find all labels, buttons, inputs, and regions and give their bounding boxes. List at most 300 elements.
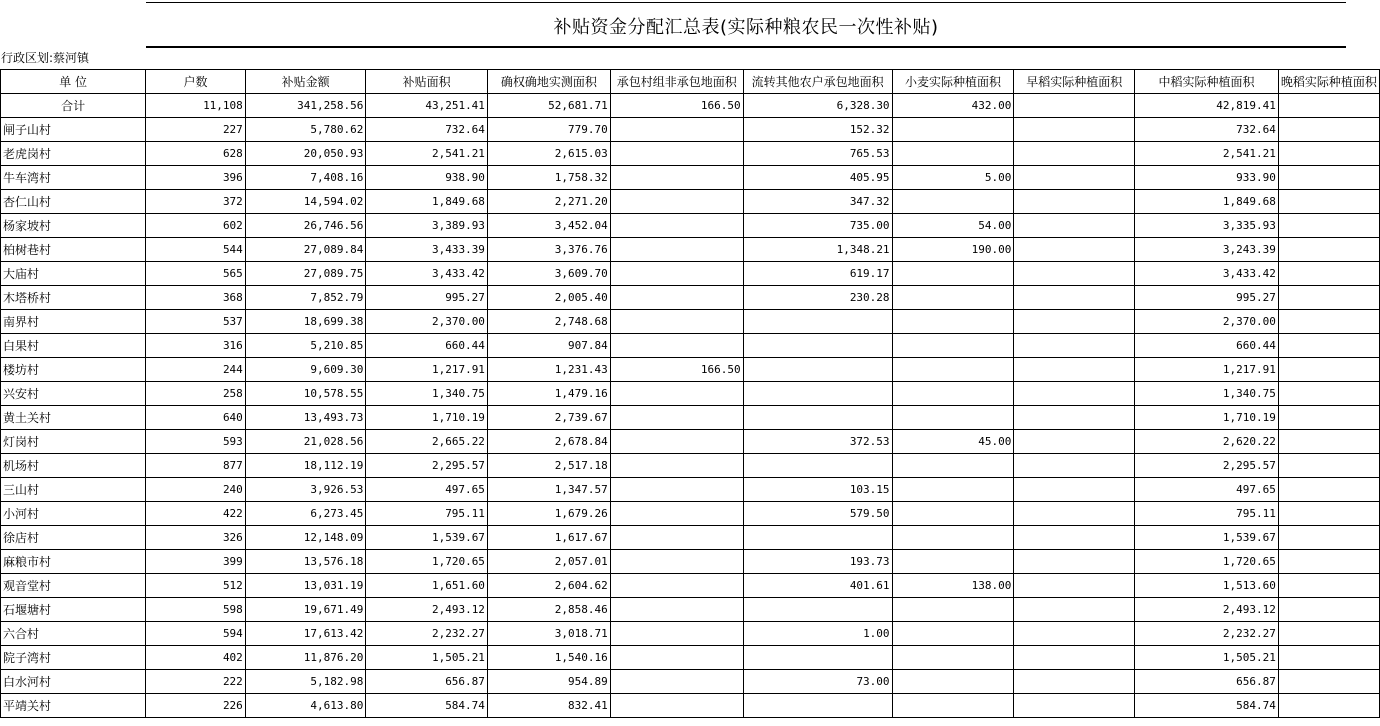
- table-cell: [1014, 262, 1135, 286]
- table-cell: [1278, 238, 1379, 262]
- table-cell: 11,108: [146, 94, 246, 118]
- table-cell: [1014, 334, 1135, 358]
- table-cell: [892, 286, 1014, 310]
- table-cell: 1.00: [743, 622, 892, 646]
- table-cell: [1014, 166, 1135, 190]
- table-row: [1, 118, 1380, 142]
- header-cell: 中稻实际种植面积: [1135, 70, 1279, 94]
- table-cell: [1278, 262, 1379, 286]
- table-cell: 938.90: [366, 166, 488, 190]
- table-cell: 17,613.42: [245, 622, 366, 646]
- table-cell: 10,578.55: [245, 382, 366, 406]
- table-cell: [743, 646, 892, 670]
- table-cell: [610, 646, 743, 670]
- unit-name-cell: 柏树巷村: [1, 238, 146, 262]
- table-cell: 832.41: [487, 694, 610, 718]
- table-cell: 3,243.39: [1135, 238, 1279, 262]
- table-cell: [1014, 526, 1135, 550]
- table-cell: [892, 646, 1014, 670]
- table-cell: 27,089.75: [245, 262, 366, 286]
- table-cell: 995.27: [1135, 286, 1279, 310]
- table-cell: [892, 478, 1014, 502]
- table-row: [1, 286, 1380, 310]
- table-cell: 2,604.62: [487, 574, 610, 598]
- table-cell: [1014, 406, 1135, 430]
- table-row: [1, 262, 1380, 286]
- table-cell: 2,232.27: [1135, 622, 1279, 646]
- table-cell: [610, 166, 743, 190]
- table-cell: 1,217.91: [366, 358, 488, 382]
- table-cell: [892, 358, 1014, 382]
- table-cell: 497.65: [366, 478, 488, 502]
- table-cell: 226: [146, 694, 246, 718]
- table-cell: [892, 598, 1014, 622]
- unit-name-cell: 石堰塘村: [1, 598, 146, 622]
- table-cell: [610, 334, 743, 358]
- table-cell: 5,210.85: [245, 334, 366, 358]
- table-cell: [892, 310, 1014, 334]
- table-row: [1, 478, 1380, 502]
- unit-name-cell: 楼坊村: [1, 358, 146, 382]
- table-cell: [1278, 574, 1379, 598]
- header-cell: 单 位: [1, 70, 146, 94]
- header-cell: 确权确地实测面积: [487, 70, 610, 94]
- subsidy-table: [0, 69, 1380, 718]
- table-cell: [743, 406, 892, 430]
- table-cell: 2,370.00: [1135, 310, 1279, 334]
- table-cell: 166.50: [610, 94, 743, 118]
- table-cell: 244: [146, 358, 246, 382]
- table-cell: 2,232.27: [366, 622, 488, 646]
- table-cell: [610, 190, 743, 214]
- table-cell: 1,679.26: [487, 502, 610, 526]
- unit-name-cell: 大庙村: [1, 262, 146, 286]
- table-cell: 396: [146, 166, 246, 190]
- unit-name-cell: 闸子山村: [1, 118, 146, 142]
- table-cell: [610, 382, 743, 406]
- table-cell: 240: [146, 478, 246, 502]
- table-cell: 1,849.68: [1135, 190, 1279, 214]
- header-cell: 补贴金额: [245, 70, 366, 94]
- table-cell: [610, 214, 743, 238]
- table-cell: [743, 526, 892, 550]
- table-row: [1, 526, 1380, 550]
- table-cell: 907.84: [487, 334, 610, 358]
- table-cell: 1,340.75: [366, 382, 488, 406]
- unit-name-cell: 三山村: [1, 478, 146, 502]
- unit-name-cell: 杨家坡村: [1, 214, 146, 238]
- table-cell: [743, 598, 892, 622]
- table-cell: [610, 598, 743, 622]
- table-cell: 103.15: [743, 478, 892, 502]
- table-cell: [1278, 142, 1379, 166]
- table-cell: 20,050.93: [245, 142, 366, 166]
- unit-name-cell: 木塔桥村: [1, 286, 146, 310]
- table-cell: [1278, 526, 1379, 550]
- table-cell: [1014, 382, 1135, 406]
- table-cell: 3,433.42: [366, 262, 488, 286]
- table-cell: 2,295.57: [366, 454, 488, 478]
- table-cell: 422: [146, 502, 246, 526]
- table-cell: [1278, 406, 1379, 430]
- table-cell: [1014, 694, 1135, 718]
- table-cell: [892, 550, 1014, 574]
- table-row: [1, 550, 1380, 574]
- table-cell: 18,112.19: [245, 454, 366, 478]
- table-cell: 640: [146, 406, 246, 430]
- table-row: [1, 334, 1380, 358]
- table-cell: 7,852.79: [245, 286, 366, 310]
- table-cell: 1,539.67: [366, 526, 488, 550]
- header-row: [1, 70, 1380, 94]
- table-cell: [610, 406, 743, 430]
- table-cell: [743, 694, 892, 718]
- title-bar: [146, 2, 1346, 48]
- table-cell: 544: [146, 238, 246, 262]
- table-cell: 54.00: [892, 214, 1014, 238]
- table-row: [1, 406, 1380, 430]
- table-cell: 2,678.84: [487, 430, 610, 454]
- table-cell: [1278, 670, 1379, 694]
- table-cell: 1,617.67: [487, 526, 610, 550]
- table-cell: 2,295.57: [1135, 454, 1279, 478]
- table-cell: 933.90: [1135, 166, 1279, 190]
- unit-name-cell: 院子湾村: [1, 646, 146, 670]
- unit-name-cell: 杏仁山村: [1, 190, 146, 214]
- table-cell: [1014, 430, 1135, 454]
- table-row: [1, 166, 1380, 190]
- table-cell: 2,541.21: [1135, 142, 1279, 166]
- table-cell: 2,057.01: [487, 550, 610, 574]
- table-cell: [1278, 310, 1379, 334]
- table-cell: 1,720.65: [366, 550, 488, 574]
- table-cell: 401.61: [743, 574, 892, 598]
- table-cell: 14,594.02: [245, 190, 366, 214]
- table-cell: 52,681.71: [487, 94, 610, 118]
- unit-name-cell: 灯岗村: [1, 430, 146, 454]
- table-cell: [1014, 118, 1135, 142]
- unit-name-cell: 白水河村: [1, 670, 146, 694]
- table-cell: [610, 478, 743, 502]
- table-cell: 732.64: [1135, 118, 1279, 142]
- table-cell: [1278, 694, 1379, 718]
- table-cell: [892, 502, 1014, 526]
- table-cell: 732.64: [366, 118, 488, 142]
- table-cell: [1014, 238, 1135, 262]
- table-cell: [610, 454, 743, 478]
- table-cell: [1014, 574, 1135, 598]
- table-row: [1, 598, 1380, 622]
- unit-name-cell: 老虎岗村: [1, 142, 146, 166]
- unit-name-cell: 牛车湾村: [1, 166, 146, 190]
- table-row: [1, 454, 1380, 478]
- table-cell: 1,849.68: [366, 190, 488, 214]
- header-cell: 补贴面积: [366, 70, 488, 94]
- table-cell: 13,493.73: [245, 406, 366, 430]
- table-cell: 1,513.60: [1135, 574, 1279, 598]
- table-cell: [892, 382, 1014, 406]
- table-cell: [610, 286, 743, 310]
- unit-name-cell: 小河村: [1, 502, 146, 526]
- table-cell: 497.65: [1135, 478, 1279, 502]
- table-cell: [1014, 358, 1135, 382]
- table-cell: 2,620.22: [1135, 430, 1279, 454]
- page-title: 补贴资金分配汇总表(实际种粮农民一次性补贴): [553, 17, 939, 38]
- table-cell: 432.00: [892, 94, 1014, 118]
- table-cell: 598: [146, 598, 246, 622]
- table-cell: 660.44: [366, 334, 488, 358]
- table-cell: 1,231.43: [487, 358, 610, 382]
- table-cell: [743, 334, 892, 358]
- table-row: [1, 190, 1380, 214]
- header-cell: 小麦实际种植面积: [892, 70, 1014, 94]
- table-cell: 13,576.18: [245, 550, 366, 574]
- table-cell: [1014, 310, 1135, 334]
- table-row: [1, 430, 1380, 454]
- table-cell: [892, 670, 1014, 694]
- table-cell: 537: [146, 310, 246, 334]
- table-cell: 877: [146, 454, 246, 478]
- unit-name-cell: 白果村: [1, 334, 146, 358]
- table-cell: 1,540.16: [487, 646, 610, 670]
- table-cell: [1014, 454, 1135, 478]
- table-cell: 5,182.98: [245, 670, 366, 694]
- table-cell: [610, 142, 743, 166]
- table-row: [1, 670, 1380, 694]
- table-cell: [1014, 670, 1135, 694]
- table-cell: 2,748.68: [487, 310, 610, 334]
- table-cell: [892, 694, 1014, 718]
- table-cell: [1278, 382, 1379, 406]
- table-cell: 779.70: [487, 118, 610, 142]
- table-cell: 512: [146, 574, 246, 598]
- table-cell: 73.00: [743, 670, 892, 694]
- unit-name-cell: 平靖关村: [1, 694, 146, 718]
- unit-name-cell: 兴安村: [1, 382, 146, 406]
- table-cell: [1278, 94, 1379, 118]
- table-cell: [610, 550, 743, 574]
- table-cell: 660.44: [1135, 334, 1279, 358]
- table-cell: [892, 406, 1014, 430]
- table-cell: 2,517.18: [487, 454, 610, 478]
- table-cell: 341,258.56: [245, 94, 366, 118]
- table-cell: [892, 526, 1014, 550]
- table-cell: 152.32: [743, 118, 892, 142]
- table-cell: 3,609.70: [487, 262, 610, 286]
- table-cell: 13,031.19: [245, 574, 366, 598]
- table-cell: [1278, 430, 1379, 454]
- table-cell: 656.87: [366, 670, 488, 694]
- table-cell: [743, 310, 892, 334]
- table-cell: 19,671.49: [245, 598, 366, 622]
- table-cell: 190.00: [892, 238, 1014, 262]
- table-cell: 584.74: [1135, 694, 1279, 718]
- table-cell: 628: [146, 142, 246, 166]
- table-cell: [610, 526, 743, 550]
- table-cell: 1,758.32: [487, 166, 610, 190]
- table-cell: 1,710.19: [1135, 406, 1279, 430]
- table-cell: 619.17: [743, 262, 892, 286]
- table-cell: 3,452.04: [487, 214, 610, 238]
- table-cell: 405.95: [743, 166, 892, 190]
- table-cell: [1278, 478, 1379, 502]
- table-cell: 1,347.57: [487, 478, 610, 502]
- table-cell: [1278, 190, 1379, 214]
- table-cell: [610, 622, 743, 646]
- table-cell: [892, 262, 1014, 286]
- table-cell: 765.53: [743, 142, 892, 166]
- table-cell: 995.27: [366, 286, 488, 310]
- table-cell: [1278, 622, 1379, 646]
- table-cell: 2,370.00: [366, 310, 488, 334]
- table-cell: 316: [146, 334, 246, 358]
- table-row: [1, 214, 1380, 238]
- table-cell: 1,651.60: [366, 574, 488, 598]
- unit-name-cell: 机场村: [1, 454, 146, 478]
- table-cell: [610, 670, 743, 694]
- table-cell: 795.11: [1135, 502, 1279, 526]
- table-cell: [1278, 118, 1379, 142]
- table-cell: [1014, 622, 1135, 646]
- table-row: [1, 310, 1380, 334]
- table-cell: [1014, 478, 1135, 502]
- table-cell: 12,148.09: [245, 526, 366, 550]
- table-cell: 42,819.41: [1135, 94, 1279, 118]
- table-cell: [1278, 286, 1379, 310]
- table-cell: 565: [146, 262, 246, 286]
- unit-name-cell: 观音堂村: [1, 574, 146, 598]
- table-cell: 138.00: [892, 574, 1014, 598]
- table-cell: 1,539.67: [1135, 526, 1279, 550]
- table-cell: 43,251.41: [366, 94, 488, 118]
- table-cell: 4,613.80: [245, 694, 366, 718]
- table-cell: 1,505.21: [1135, 646, 1279, 670]
- table-cell: 954.89: [487, 670, 610, 694]
- table-cell: 402: [146, 646, 246, 670]
- table-cell: [1014, 286, 1135, 310]
- table-cell: 594: [146, 622, 246, 646]
- table-cell: [1014, 550, 1135, 574]
- region-label: 行政区划:蔡河镇: [1, 51, 90, 65]
- table-cell: 584.74: [366, 694, 488, 718]
- table-cell: 2,858.46: [487, 598, 610, 622]
- table-cell: [610, 310, 743, 334]
- table-cell: 2,615.03: [487, 142, 610, 166]
- table-cell: [1014, 214, 1135, 238]
- table-cell: 3,433.39: [366, 238, 488, 262]
- table-cell: [1278, 550, 1379, 574]
- table-cell: [1278, 598, 1379, 622]
- table-cell: [610, 694, 743, 718]
- table-row: [1, 574, 1380, 598]
- table-cell: [1014, 142, 1135, 166]
- unit-name-cell: 六合村: [1, 622, 146, 646]
- table-cell: 26,746.56: [245, 214, 366, 238]
- table-cell: 347.32: [743, 190, 892, 214]
- table-row: [1, 646, 1380, 670]
- table-cell: 18,699.38: [245, 310, 366, 334]
- table-cell: [610, 262, 743, 286]
- table-cell: 3,018.71: [487, 622, 610, 646]
- table-cell: [610, 574, 743, 598]
- table-cell: 399: [146, 550, 246, 574]
- table-cell: 166.50: [610, 358, 743, 382]
- table-cell: 1,340.75: [1135, 382, 1279, 406]
- table-cell: 326: [146, 526, 246, 550]
- table-cell: [892, 190, 1014, 214]
- table-row: [1, 238, 1380, 262]
- unit-name-cell: 徐店村: [1, 526, 146, 550]
- table-row: [1, 502, 1380, 526]
- header-cell: 晚稻实际种植面积: [1278, 70, 1379, 94]
- table-row: [1, 358, 1380, 382]
- table-cell: 5.00: [892, 166, 1014, 190]
- table-cell: [610, 430, 743, 454]
- total-row: [1, 94, 1380, 118]
- table-cell: [1278, 166, 1379, 190]
- table-cell: [610, 118, 743, 142]
- unit-name-cell: 南界村: [1, 310, 146, 334]
- table-cell: 1,217.91: [1135, 358, 1279, 382]
- table-cell: 593: [146, 430, 246, 454]
- table-cell: [892, 142, 1014, 166]
- table-row: [1, 622, 1380, 646]
- table-cell: [1014, 94, 1135, 118]
- table-cell: 6,328.30: [743, 94, 892, 118]
- table-row: [1, 382, 1380, 406]
- table-cell: 2,271.20: [487, 190, 610, 214]
- table-cell: [892, 622, 1014, 646]
- table-cell: 222: [146, 670, 246, 694]
- table-cell: 1,720.65: [1135, 550, 1279, 574]
- table-cell: [1278, 214, 1379, 238]
- header-cell: 户数: [146, 70, 246, 94]
- table-row: [1, 694, 1380, 718]
- unit-name-cell: 黄土关村: [1, 406, 146, 430]
- table-cell: 372.53: [743, 430, 892, 454]
- table-cell: [892, 454, 1014, 478]
- table-cell: 193.73: [743, 550, 892, 574]
- table-row: [1, 142, 1380, 166]
- table-cell: [1014, 598, 1135, 622]
- table-cell: [1278, 646, 1379, 670]
- table-cell: 2,493.12: [366, 598, 488, 622]
- table-cell: 795.11: [366, 502, 488, 526]
- table-cell: 230.28: [743, 286, 892, 310]
- table-cell: 2,005.40: [487, 286, 610, 310]
- table-cell: 7,408.16: [245, 166, 366, 190]
- table-cell: 602: [146, 214, 246, 238]
- table-cell: 45.00: [892, 430, 1014, 454]
- table-cell: 2,493.12: [1135, 598, 1279, 622]
- table-cell: 21,028.56: [245, 430, 366, 454]
- table-cell: [743, 382, 892, 406]
- table-cell: 368: [146, 286, 246, 310]
- table-cell: [1014, 502, 1135, 526]
- table-cell: 2,541.21: [366, 142, 488, 166]
- table-cell: [1014, 646, 1135, 670]
- table-cell: [610, 502, 743, 526]
- table-cell: 3,376.76: [487, 238, 610, 262]
- table-cell: 656.87: [1135, 670, 1279, 694]
- unit-name-cell: 麻粮市村: [1, 550, 146, 574]
- table-cell: 1,710.19: [366, 406, 488, 430]
- header-cell: 早稻实际种植面积: [1014, 70, 1135, 94]
- table-cell: 1,348.21: [743, 238, 892, 262]
- table-cell: 9,609.30: [245, 358, 366, 382]
- table-cell: [1278, 358, 1379, 382]
- table-cell: [1278, 454, 1379, 478]
